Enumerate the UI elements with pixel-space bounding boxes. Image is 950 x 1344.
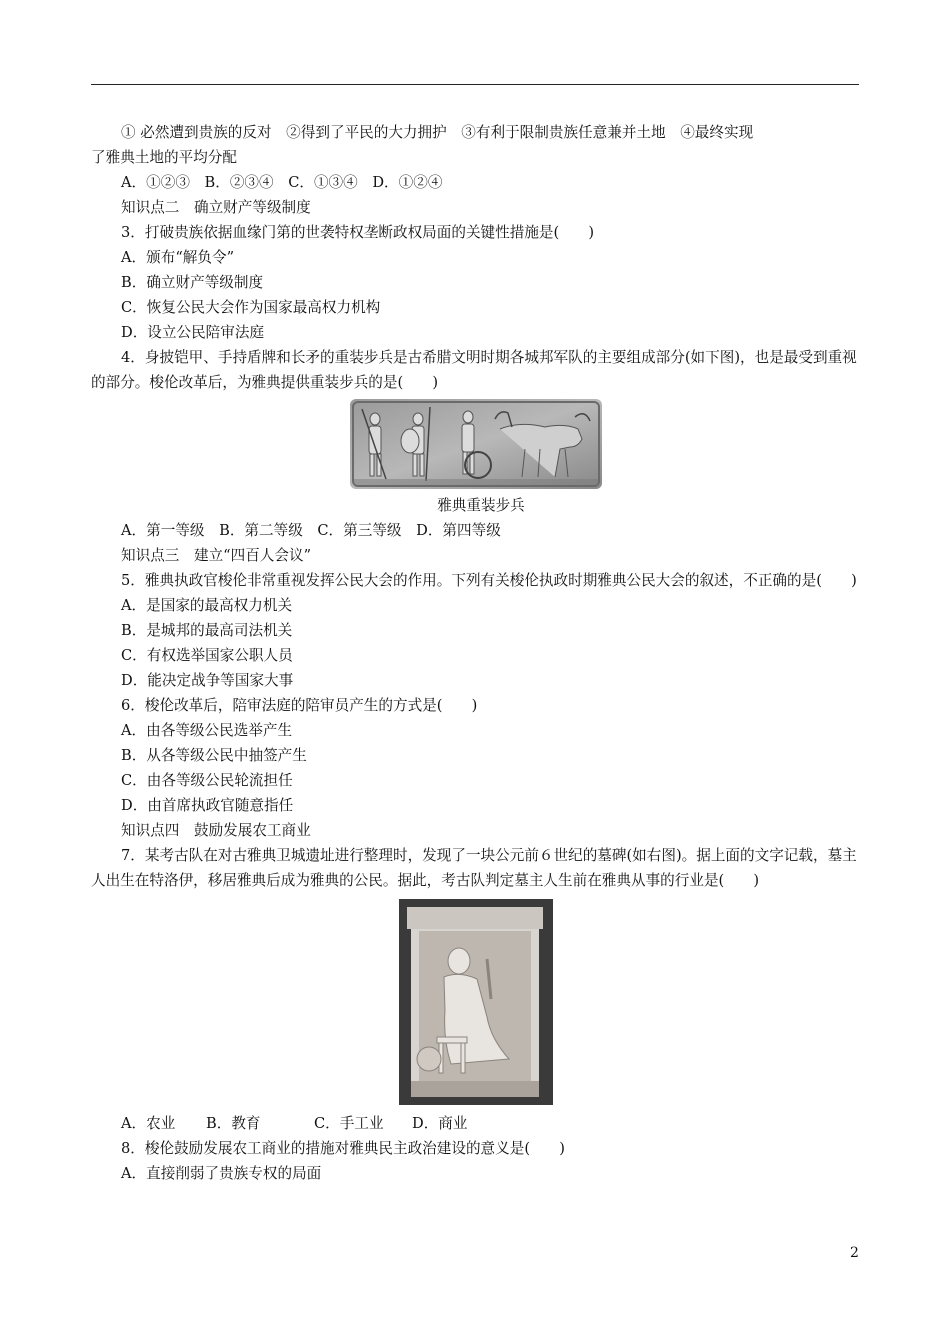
q6-option-b: B．从各等级公民中抽签产生	[121, 747, 307, 764]
hoplite-relief-figure	[91, 399, 861, 489]
tombstone-image	[399, 899, 553, 1105]
q2-statements-cont: 了雅典土地的平均分配	[91, 149, 237, 166]
q5-option-b: B．是城邦的最高司法机关	[121, 622, 293, 639]
question-6: 6．梭伦改革后，陪审法庭的陪审员产生的方式是( )	[121, 697, 478, 714]
q3-option-c: C．恢复公民大会作为国家最高权力机构	[121, 299, 381, 316]
q3-option-b: B．确立财产等级制度	[121, 274, 264, 291]
q2-statements: ① 必然遭到贵族的反对 ②得到了平民的大力拥护 ③有利于限制贵族任意兼并土地 ④最终实现	[121, 124, 754, 141]
q6-option-a: A．由各等级公民选举产生	[121, 722, 293, 739]
figure-caption-hoplite: 雅典重装步兵	[437, 497, 525, 514]
section-heading-4: 知识点四 鼓励发展农工商业	[121, 822, 311, 839]
q8-option-a: A．直接削弱了贵族专权的局面	[121, 1165, 322, 1182]
q2-options: A．①②③ B．②③④ C．①③④ D．①②④	[121, 174, 443, 191]
question-8: 8．梭伦鼓励发展农工商业的措施对雅典民主政治建设的意义是( )	[121, 1140, 565, 1157]
q5-option-d: D．能决定战争等国家大事	[121, 672, 294, 689]
question-7: 7．某考古队在对古雅典卫城遗址进行整理时，发现了一块公元前６世纪的墓碑(如右图)。据上面的文字记载，墓主人出生在特洛伊，移居雅典后成为雅典的公民。据此，考古队判定墓主人生前在雅典从事的行业是( )	[91, 847, 857, 889]
page-number: 2	[850, 1245, 859, 1261]
section-heading-2: 知识点二 确立财产等级制度	[121, 199, 311, 216]
q4-options: A．第一等级 B．第二等级 C．第三等级 D．第四等级	[121, 522, 501, 539]
question-3: 3．打破贵族依据血缘门第的世袭特权垄断政权局面的关键性措施是( )	[121, 224, 595, 241]
q5-option-c: C．有权选举国家公职人员	[121, 647, 293, 664]
q7-option-b: B．教育	[206, 1115, 261, 1132]
hoplite-relief-image	[350, 399, 602, 489]
q6-option-d: D．由首席执政官随意指任	[121, 797, 294, 814]
q7-options	[91, 1111, 861, 1136]
header-rule	[91, 84, 859, 85]
q7-option-d: D．商业	[412, 1115, 468, 1132]
question-5: 5．雅典执政官梭伦非常重视发挥公民大会的作用。下列有关梭伦执政时期雅典公民大会的叙述，不正确的是( )	[121, 572, 857, 589]
q3-option-a: A．颁布“解负令”	[121, 249, 235, 266]
q3-option-d: D．设立公民陪审法庭	[121, 324, 265, 341]
q7-option-c: C．手工业	[314, 1115, 384, 1132]
q5-option-a: A．是国家的最高权力机关	[121, 597, 293, 614]
tombstone-figure	[91, 899, 861, 1105]
question-4: 4．身披铠甲、手持盾牌和长矛的重装步兵是古希腊文明时期各城邦军队的主要组成部分(如下图)，也是最受到重视的部分。梭伦改革后，为雅典提供重装步兵的是( )	[91, 349, 857, 391]
section-heading-3: 知识点三 建立“四百人会议”	[121, 547, 312, 564]
page-content	[91, 120, 861, 1186]
q6-option-c: C．由各等级公民轮流担任	[121, 772, 293, 789]
q7-option-a: A．农业	[121, 1115, 176, 1132]
